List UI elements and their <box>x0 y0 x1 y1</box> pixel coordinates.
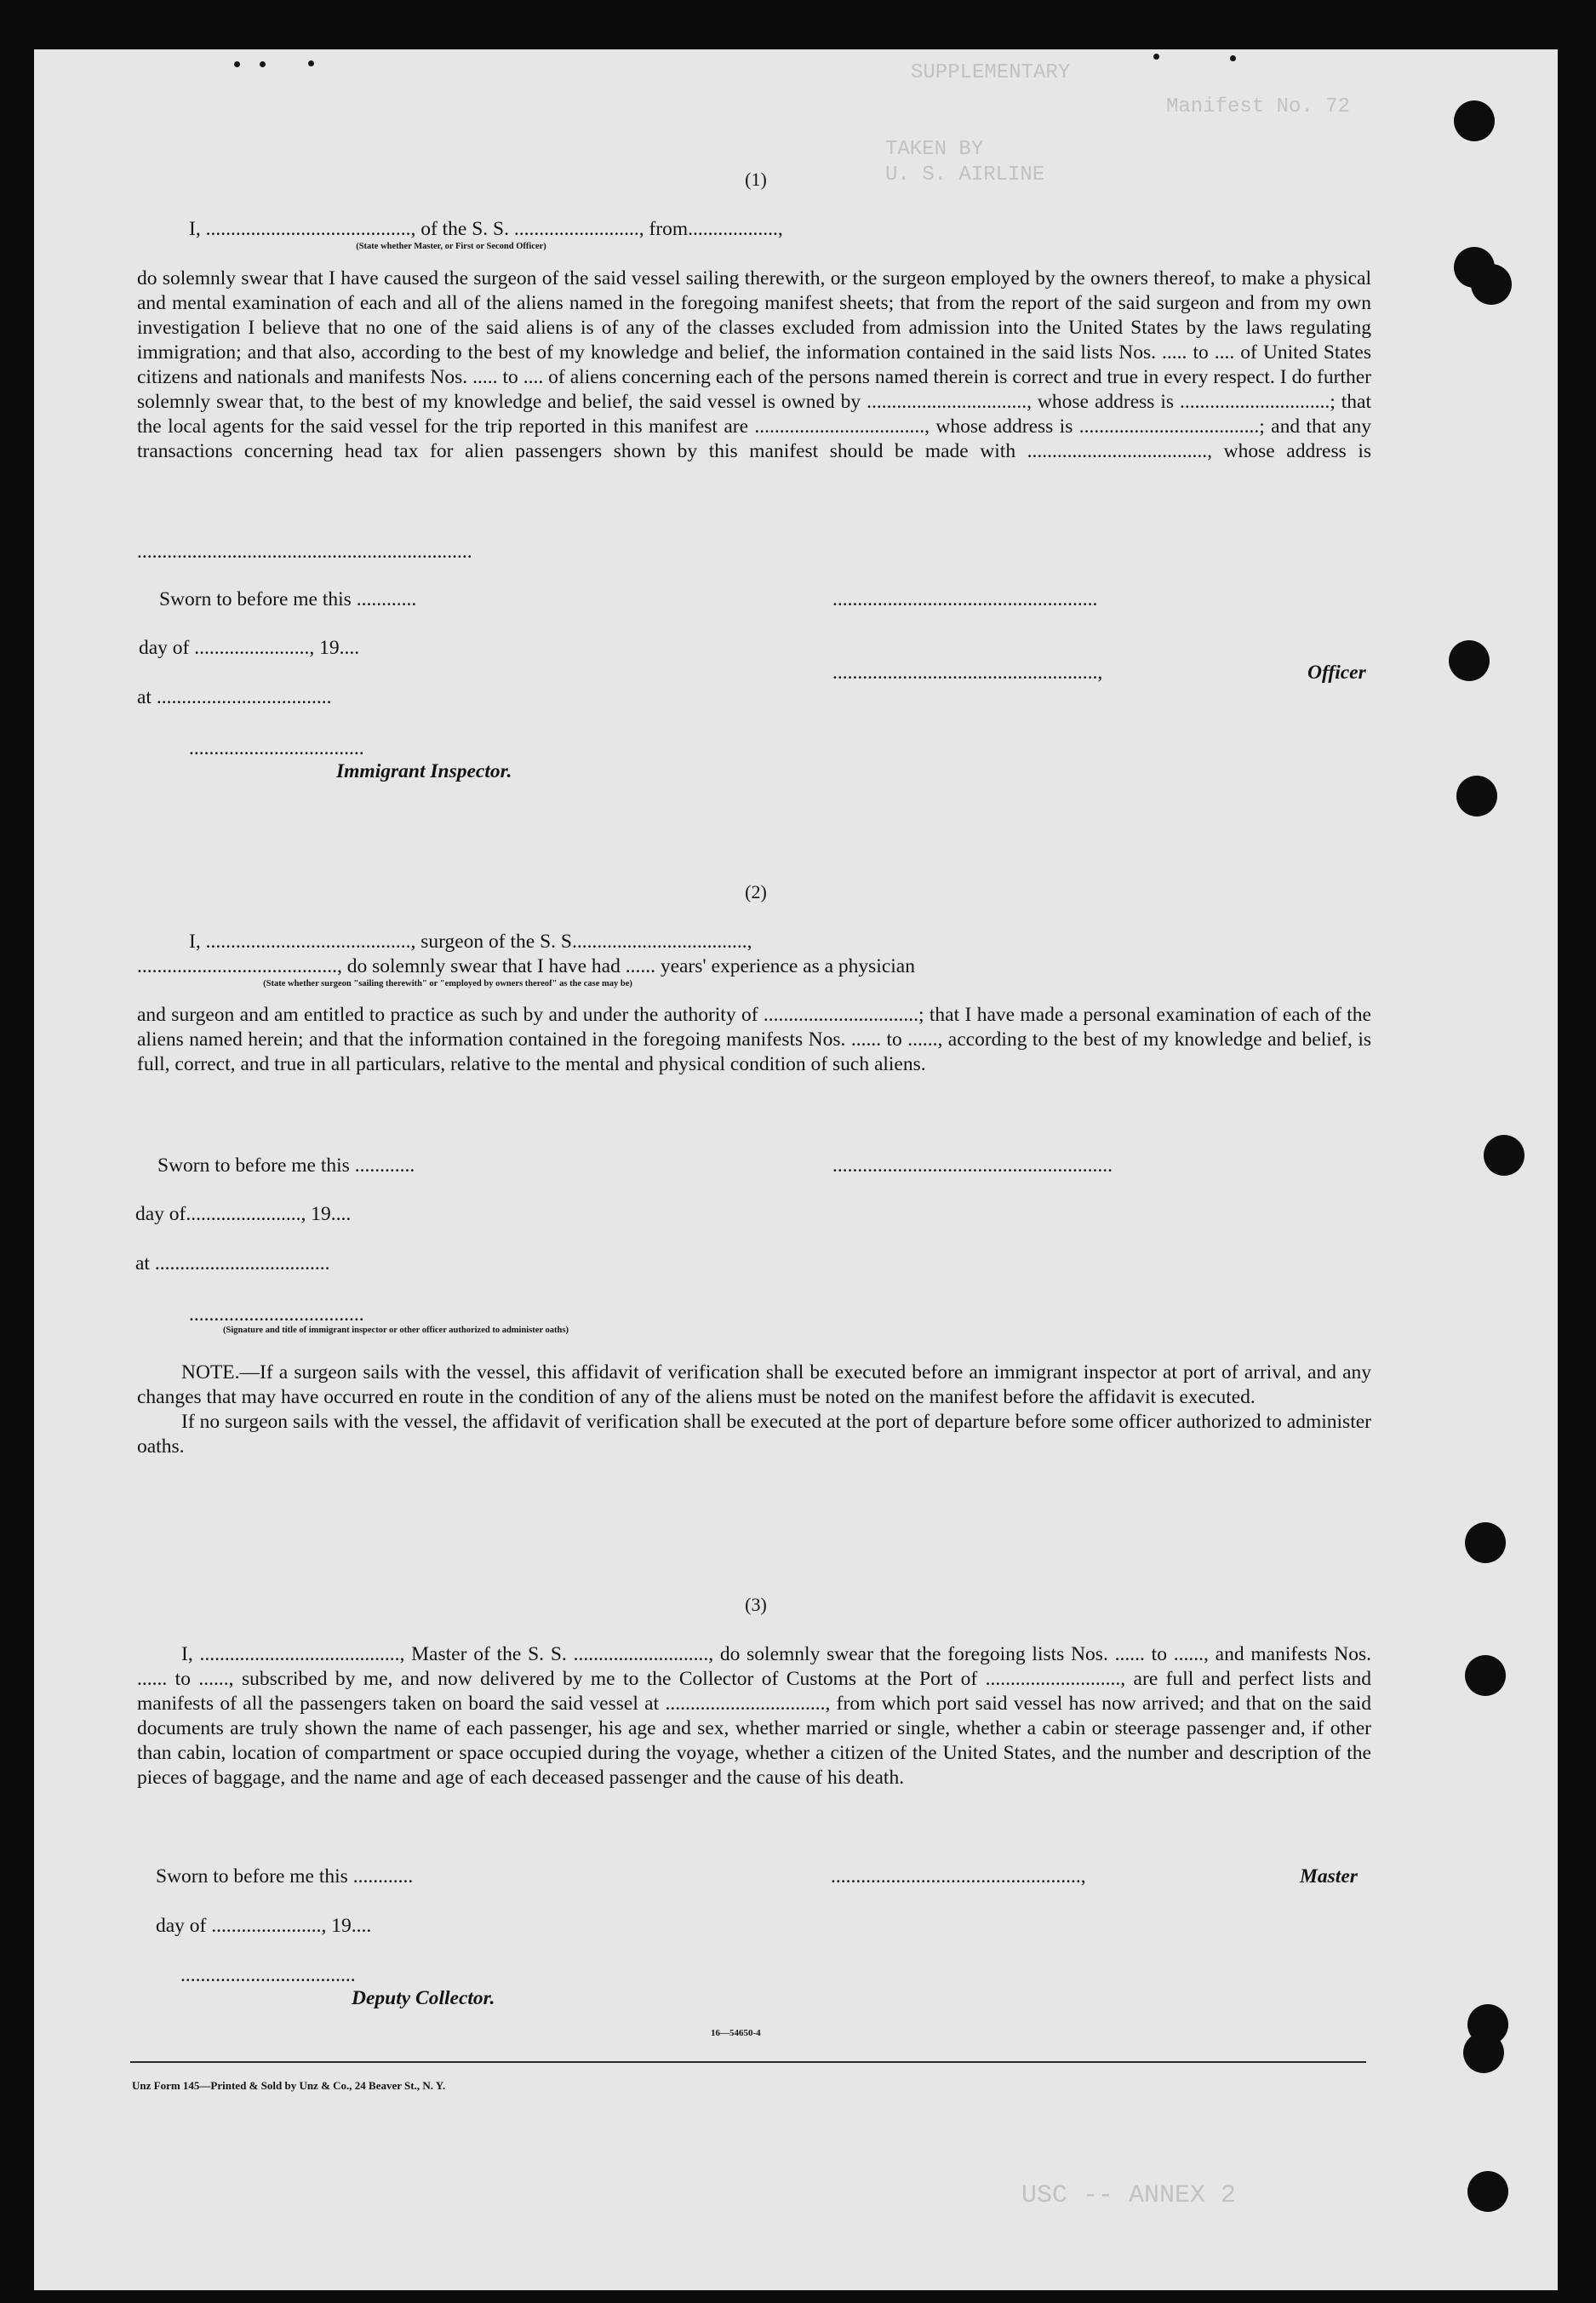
punch-hole <box>1454 100 1495 141</box>
affidavit-text: and surgeon and am entitled to practice as such by and under the authority of ...............................; that I have made a personal examination of each of the aliens named herein; and that the information contained in the foregoing manifests Nos. ...... to ......, according to the best of my knowledge and belief, is full, correct, and true in all particulars, relative to the mental and physical condition of such aliens. <box>137 1004 1371 1075</box>
signature-line: ..................................................... <box>832 588 1098 610</box>
inspector-label: Immigrant Inspector. <box>336 760 512 782</box>
speck <box>260 61 266 67</box>
speck <box>1153 54 1159 60</box>
note-paragraph <box>137 1361 1371 1459</box>
affidavit-line: I, ........................................., of the S. S. ........................., from.................., <box>189 218 783 240</box>
bleed-text: TAKEN BY <box>885 138 984 161</box>
section-number: (2) <box>745 881 767 902</box>
section-number: (3) <box>745 1594 767 1615</box>
affidavit-paragraph <box>137 1642 1371 1790</box>
signature-line: ................................... <box>189 1303 364 1326</box>
day-line: day of ......................, 19.... <box>156 1915 372 1937</box>
inspector-signature-line: ................................... <box>189 737 364 759</box>
speck <box>1230 55 1236 61</box>
deputy-signature-line: ................................... <box>180 1964 356 1986</box>
affidavit-line: I, ........................................., surgeon of the S. S..................................., <box>189 931 752 953</box>
punch-hole <box>1449 640 1490 681</box>
punch-hole <box>1467 2171 1508 2212</box>
deputy-label: Deputy Collector. <box>352 1987 495 2009</box>
signature-line: ........................................................ <box>832 1154 1113 1177</box>
master-label: Master <box>1300 1865 1358 1888</box>
form-code: 16—54650-4 <box>711 2028 761 2038</box>
day-line: day of......................., 19.... <box>135 1203 352 1225</box>
punch-hole <box>1465 1522 1506 1563</box>
punch-hole <box>1465 1655 1506 1696</box>
affidavit-text: I, ........................................, Master of the S. S. ..........................., do solemnly swear that the foregoing lists Nos. ...... to ......, and manifests Nos. ...... to ......, subscribed by me, and now delivered by me to the Collector of Customs at the Port of ..........................., are full and perfect lists and manifests of all the passengers taken on board the said vessel at ................................, from which port said vessel has now arrived; and that on the said documents are truly shown the name of each passenger, his age and sex, whether married or single, whether a cabin or steerage passenger and, if other than cabin, location of compartment or space occupied during the voyage, whether a citizen of the United States, and the number and description of the pieces of baggage, and the name and age of each deceased passenger and the cause of his death. <box>137 1643 1371 1789</box>
affidavit-text: do solemnly swear that I have caused the surgeon of the said vessel sailing therewith, or the surgeon employed by the owners thereof, to make a physical and mental examination of each and all of the aliens named in the foregoing manifest sheets; that from the report of the said surgeon and from my own investigation I believe that no one of the said aliens is of any of the classes excluded from admission into the United States by the laws regulating immigration; and that also, according to the best of my knowledge and belief, the information contained in the said lists Nos. ..... to .... of United States citizens and nationals and manifests Nos. ..... to .... of aliens concerning each of the persons named therein is correct and true in every respect. I do further solemnly swear that, to the best of my knowledge and belief, the said vessel is owned by ................................, whose address is ..............................; that the local agents for the said vessel for the trip reported in this manifest are .................................., whose address is ....................................; and that any transactions concerning head tax for alien passengers shown by this manifest should be made with ...................................., whose address is <box>137 267 1371 462</box>
officer-line: ....................................................., <box>832 662 1103 684</box>
sworn-line: Sworn to before me this ............ <box>159 588 417 610</box>
affidavit-line: ........................................, do solemnly swear that I have had ...... years' experience as a physician <box>137 955 915 977</box>
affidavit-paragraph <box>137 1003 1371 1077</box>
at-line: at ................................... <box>135 1252 330 1275</box>
bleed-text: SUPPLEMENTARY <box>911 61 1071 84</box>
punch-hole <box>1463 2032 1504 2073</box>
day-line: day of ......................., 19.... <box>139 637 360 659</box>
at-line: at ................................... <box>137 686 332 708</box>
speck <box>308 60 314 66</box>
note-text: NOTE.—If a surgeon sails with the vessel, this affidavit of verification shall be executed before an immigrant inspector at port of arrival, and any changes that may have occurred en route in the condition of any of the aliens must be noted on the manifest before the affidavit is executed. <box>137 1361 1371 1408</box>
bleed-text: Manifest No. 72 <box>1166 95 1351 118</box>
punch-hole <box>1471 264 1512 305</box>
officer-label: Officer <box>1307 662 1366 684</box>
dotted-line: ................................................................... <box>137 541 472 563</box>
bleed-text: USC -- ANNEX 2 <box>1021 2181 1237 2210</box>
sworn-line: Sworn to before me this ............ <box>157 1154 415 1177</box>
punch-hole <box>1484 1135 1524 1176</box>
bleed-text: U. S. AIRLINE <box>885 163 1045 186</box>
note-text: If no surgeon sails with the vessel, the affidavit of verification shall be executed at the port of departure before some officer authorized to administer oaths. <box>137 1411 1371 1458</box>
signature-note: (Signature and title of immigrant inspector or other officer authorized to administer oaths) <box>223 1326 569 1335</box>
printer-footer: Unz Form 145—Printed & Sold by Unz & Co., 24 Beaver St., N. Y. <box>132 2079 446 2092</box>
punch-hole <box>1456 776 1497 816</box>
master-signature-line: .................................................., <box>831 1865 1086 1888</box>
field-note: (State whether Master, or First or Second Officer) <box>356 242 546 251</box>
field-note: (State whether surgeon "sailing therewith" or "employed by owners thereof" as the case may be) <box>263 979 632 988</box>
footer-rule <box>130 2061 1366 2063</box>
speck <box>234 61 240 67</box>
sworn-line: Sworn to before me this ............ <box>156 1865 414 1888</box>
section-number: (1) <box>745 169 767 190</box>
affidavit-paragraph <box>137 266 1371 464</box>
